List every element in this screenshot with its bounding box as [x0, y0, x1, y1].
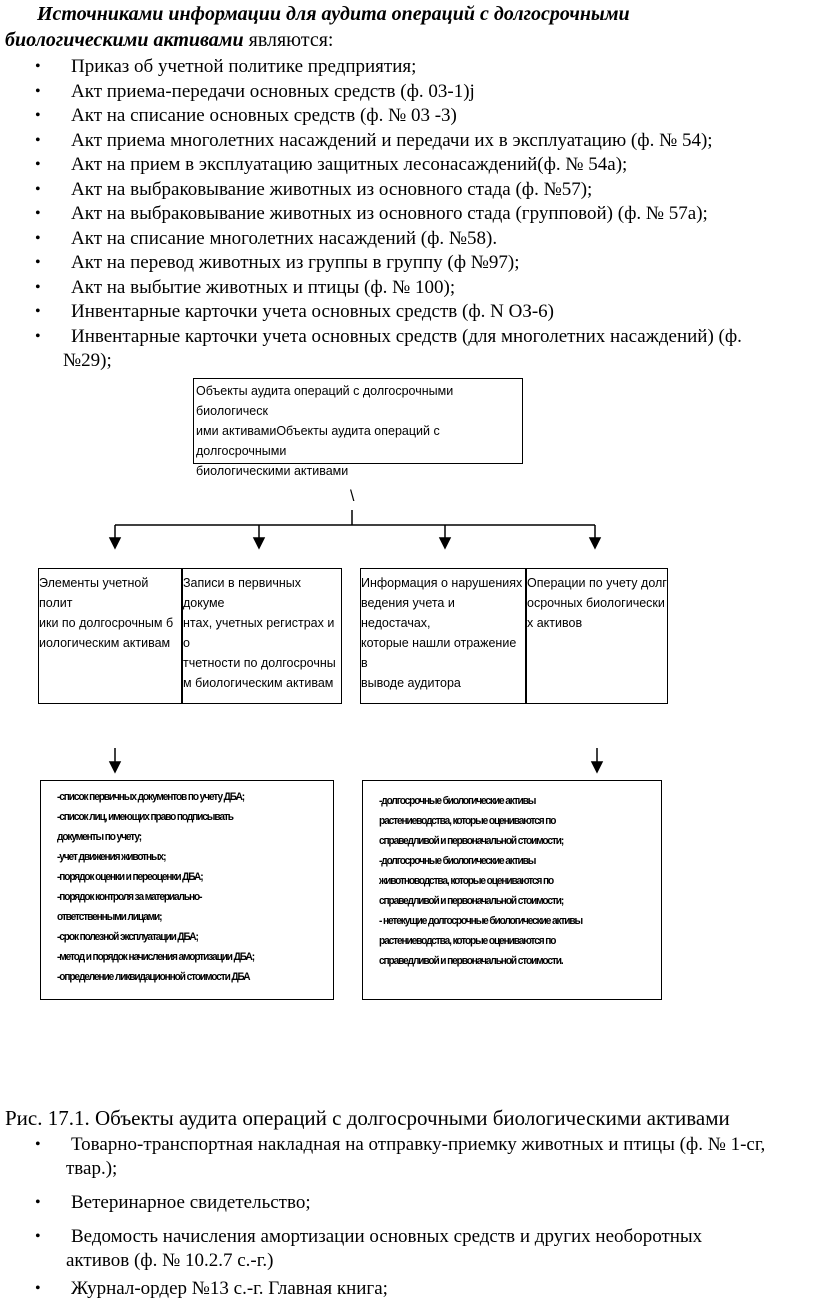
heading-bold-2: биологическими активами — [5, 29, 244, 51]
bullet-icon: • — [35, 327, 41, 345]
list-item: • Инвентарные карточки учета основных средств (ф. N ОЗ-6) — [5, 300, 805, 325]
list-item: • Акт на выбраковывание животных из основного стада (ф. №57); — [5, 178, 805, 203]
bullet-icon: • — [35, 82, 41, 100]
list-item: • Акт приема многолетних насаждений и передачи их в эксплуатацию (ф. № 54); — [5, 129, 805, 154]
bullet-icon: • — [35, 229, 41, 247]
list-item: • Акт на выбраковывание животных из основного стада (групповой) (ф. № 57а); — [5, 202, 805, 227]
bullet-icon: • — [35, 254, 41, 271]
bullet-icon: • — [35, 1194, 41, 1211]
list-item: • Ветеринарное свидетельство; — [35, 1192, 311, 1213]
bullet-icon: • — [35, 205, 41, 222]
diagram-detail-left: -список первичных документов по учету ДБА; -список лиц, имеющих право подписывать документы по учету; -учет движения животных; -порядок оценки и переоценки ДБА; -порядок контроля за материально- ответственными лицами; -срок полезной эксплуатации ДБА; -метод и порядок начисления амортизации ДБА; -определение ликвидационной стоимости ДБА — [40, 780, 334, 1000]
bullet-icon: • — [35, 1136, 41, 1153]
diagram-box-records: Записи в первичных докуме нтах, учетных регистрах и о тчетности по долгосрочны м биологическим активам — [182, 568, 342, 704]
list-item: • Акт приема-передачи основных средств (ф. 03-1)j — [5, 80, 805, 105]
bullet-icon: • — [35, 180, 41, 198]
heading-bold-1: Источниками информации для аудита операций с долгосрочными — [37, 3, 630, 25]
connector-glyph: \ — [350, 488, 355, 505]
list-item: • Акт на списание основных средств (ф. № 03 -3) — [5, 104, 805, 129]
heading-rest: являются: — [243, 29, 334, 51]
bullet-icon: • — [35, 303, 41, 320]
diagram-box-violations: Информация о нарушениях ведения учета и недостачах, которые нашли отражение в выводе аудитора — [360, 568, 526, 704]
list-item: • Акт на выбытие животных и птицы (ф. № 100); — [5, 276, 805, 301]
list-item: • Приказ об учетной политике предприятия; — [5, 55, 805, 80]
bullet-icon: • — [35, 1280, 41, 1297]
diagram-box-policy: Элементы учетной полит ики по долгосрочным б иологическим активам — [38, 568, 182, 704]
list-item: • Акт на прием в эксплуатацию защитных лесонасаждений(ф. № 54а); — [5, 153, 805, 178]
bullet-icon: • — [35, 107, 41, 124]
bullet-icon: • — [35, 1228, 41, 1245]
more-sources-list — [5, 1133, 805, 1301]
figure-caption: Рис. 17.1. Объекты аудита операций с долгосрочными биологическими активами — [5, 1106, 730, 1130]
bullet-icon: • — [35, 156, 41, 173]
diagram-detail-right: -долгосрочные биологические активы растениеводства, которые оцениваются по справедливой и первоначальной стоимости; -долгосрочные биологические активы животноводства, которые оцениваются по справедливой и первоначальной стоимости; - нетекущие долгосрочные биологические активы растениеводства, которые оцениваются по справедливой и первоначальной стоимости. — [362, 780, 662, 1000]
bullet-icon: • — [35, 131, 41, 149]
list-item: • Журнал-ордер №13 с.-г. Главная книга; — [35, 1278, 388, 1299]
bullet-icon: • — [35, 58, 41, 75]
list-item: • Акт на списание многолетних насаждений (ф. №58). — [5, 227, 805, 252]
bullet-icon: • — [35, 278, 41, 296]
diagram-box-operations: Операции по учету долг осрочных биологически х активов — [526, 568, 668, 704]
list-item: • Ведомость начисления амортизации основных средств и других необоротных активов (ф. № 10.2.7 с.-г.) — [35, 1226, 703, 1271]
list-item: • Акт на перевод животных из группы в группу (ф №97); — [5, 251, 805, 276]
list-item: • Товарно-транспортная накладная на отправку-приемку животных и птицы (ф. № 1-сг, твар.); — [35, 1134, 766, 1179]
list-item: • Инвентарные карточки учета основных средств (для многолетних насаждений) (ф. №29); — [35, 325, 742, 371]
diagram-top-box: Объекты аудита операций с долгосрочными биологическ ими активамиОбъекты аудита операций с долгосрочными биологическими активами — [193, 378, 523, 464]
